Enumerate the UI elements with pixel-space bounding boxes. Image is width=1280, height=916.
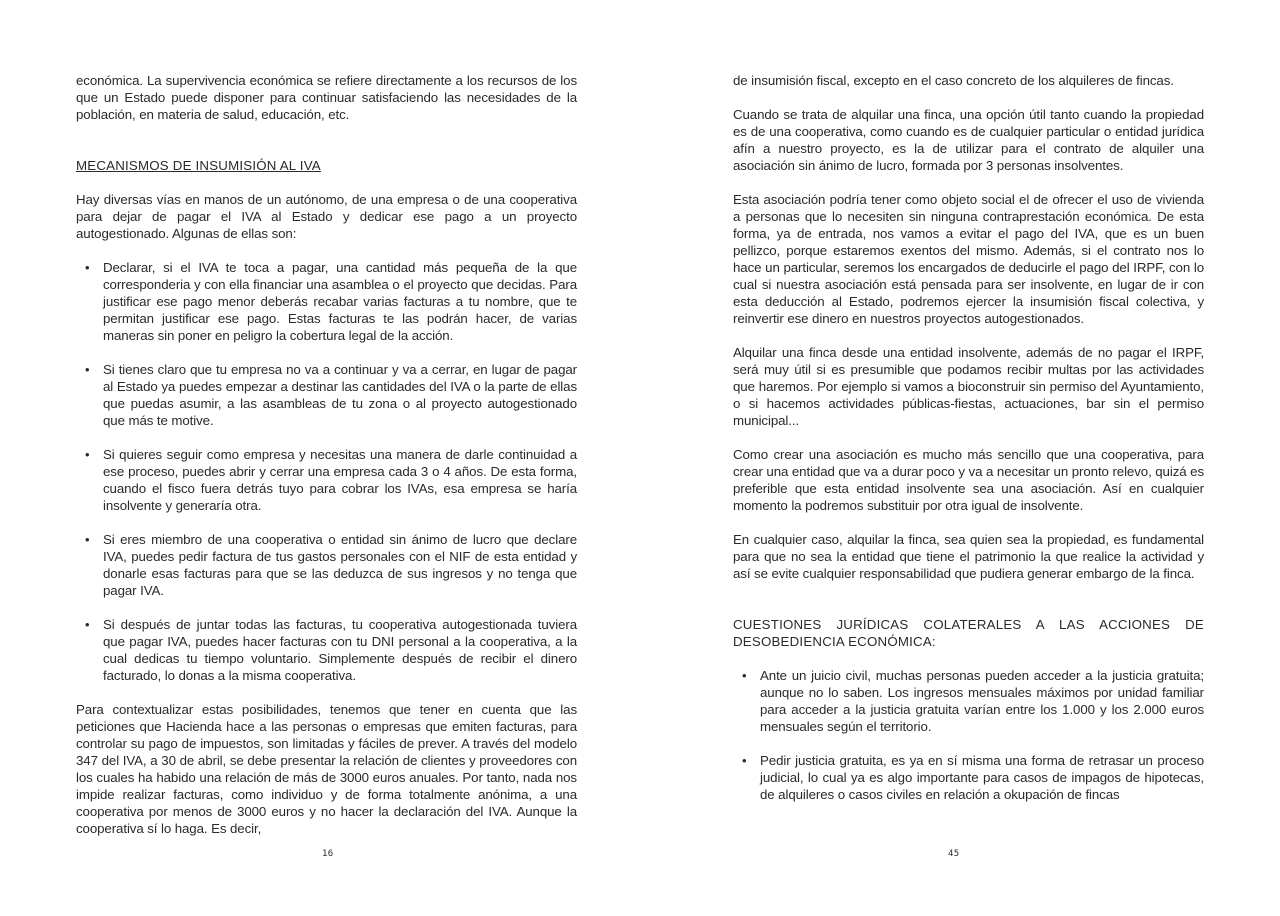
paragraph: de insumisión fiscal, excepto en el caso concreto de los alquileres de fincas. (733, 73, 1174, 88)
list-item: • Si tienes claro que tu empresa no va a continuar y va a cerrar, en lugar de pagar al Estado ya puedes empezar a destinar las cantidades del IVA o la parte de ellas que puedas asumir, a las asambleas de tu zona o al proyecto autogestionado que más te motive. (76, 361, 577, 429)
section-heading: CUESTIONES JURÍDICAS COLATERALES A LAS ACCIONES DE DESOBEDIENCIA ECONÓMICA: (733, 617, 1204, 649)
paragraph: En cualquier caso, alquilar la finca, sea quien sea la propiedad, es fundamental para que no sea la entidad que tiene el patrimonio la que realice la actividad y así se evite cualquier responsabilidad que pudiera generar embargo de la finca. (733, 532, 1204, 581)
list-item: • Si eres miembro de una cooperativa o entidad sin ánimo de lucro que declare IVA, puedes pedir factura de tus gastos personales con el NIF de esta entidad y donarle esas facturas para que se las deduzca de sus ingresos y no tenga que pagar IVA. (76, 531, 577, 599)
paragraph: Cuando se trata de alquilar una finca, una opción útil tanto cuando la propiedad es de una cooperativa, como cuando es de cualquier particular o entidad jurídica afín a nuestro proyecto, es la de utilizar para el contrato de alquiler una asociación sin ánimo de lucro, formada por 3 personas insolventes. (733, 107, 1204, 173)
page-number-right: 45 (948, 849, 960, 859)
bullet-list (733, 667, 1204, 803)
intro-paragraph: económica. La supervivencia económica se refiere directamente a los recursos de los que un Estado puede disponer para continuar satisfaciendo las necesidades de la población, en materia de salud, educación, etc. (76, 73, 577, 122)
paragraph: Esta asociación podría tener como objeto social el de ofrecer el uso de vivienda a personas que lo necesiten sin ninguna contraprestación económica. De esta forma, ya de entrada, nos vamos a evitar el pago del IVA, que es un buen pellizco, porque estaremos exentos del mismo. Además, si el contrato nos lo hace un particular, seremos los encargados de deducirle el pago del IRPF, con lo cual si nuestra asociación está pensada para ser insolvente, en lugar de ir con esta deducción al Estado, podremos ejercer la insumisión fiscal colectiva, y reinvertir ese dinero en nuestros proyectos autogestionados. (733, 192, 1204, 326)
section-heading: MECANISMOS DE INSUMISIÓN AL IVA (76, 158, 321, 173)
page-number-left: 16 (322, 849, 334, 859)
list-item: • Pedir justicia gratuita, es ya en sí misma una forma de retrasar un proceso judicial, lo cual ya es algo importante para casos de impagos de hipotecas, de alquileres o casos civiles en relación a okupación de fincas (733, 752, 1204, 803)
paragraph: Como crear una asociación es mucho más sencillo que una cooperativa, para crear una entidad que va a durar poco y va a necesitar un pronto relevo, quizá es preferible que esta entidad insolvente sea una asociación. Así en cualquier momento la podremos substituir por otra igual de insolvente. (733, 447, 1204, 513)
paragraph: Alquilar una finca desde una entidad insolvente, además de no pagar el IRPF, será muy útil si es presumible que podamos recibir multas por las actividades que haremos. Por ejemplo si vamos a bioconstruir sin permiso del Ayuntamiento, o si hacemos actividades públicas-fiestas, actuaciones, bar sin el permiso municipal... (733, 345, 1204, 428)
list-item: • Si después de juntar todas las facturas, tu cooperativa autogestionada tuviera que pagar IVA, puedes hacer facturas con tu DNI personal a la cooperativa, a la cual dedicas tu tiempo voluntario. Simplemente después de recibir el dinero facturado, lo donas a la misma cooperativa. (76, 616, 577, 684)
closing-paragraph: Para contextualizar estas posibilidades, tenemos que tener en cuenta que las peticiones que Hacienda hace a las personas o empresas que emiten facturas, para controlar su pago de impuestos, son limitadas y fáciles de prever. A través del modelo 347 del IVA, a 30 de abril, se debe presentar la relación de clientes y proveedores con los cuales ha habido una relación de más de 3000 euros anuales. Por tanto, nada nos impide realizar facturas, como individuo y de forma totalmente anónima, a una cooperativa por menos de 3000 euros y no hacer la declaración del IVA. Aunque la cooperativa sí lo haga. Es decir, (76, 702, 577, 836)
left-page (76, 72, 577, 837)
right-page (733, 72, 1204, 803)
list-item: • Declarar, si el IVA te toca a pagar, una cantidad más pequeña de la que corresponderia y con ella financiar una asamblea o el proyecto que decidas. Para justificar ese pago menor deberás recabar varias facturas a tu nombre, que te permitan justificar ese pago. Estas facturas te las podrán hacer, de varias maneras sin poner en peligro la cobertura legal de la acción. (76, 259, 577, 344)
list-item: • Si quieres seguir como empresa y necesitas una manera de darle continuidad a ese proceso, puedes abrir y cerrar una empresa cada 3 o 4 años. De esta forma, cuando el fisco fuera detrás tuyo para cobrar los IVAs, esa empresa se haría insolvente y generaría otra. (76, 446, 577, 514)
lead-paragraph: Hay diversas vías en manos de un autónomo, de una empresa o de una cooperativa para dejar de pagar el IVA al Estado y dedicar ese pago a un proyecto autogestionado. Algunas de ellas son: (76, 192, 577, 241)
list-item: • Ante un juicio civil, muchas personas pueden acceder a la justicia gratuita; aunque no lo saben. Los ingresos mensuales máximos por unidad familiar para acceder a la justicia gratuita varían entre los 1.000 y los 2.000 euros mensuales según el territorio. (733, 667, 1204, 735)
bullet-list (76, 259, 577, 684)
